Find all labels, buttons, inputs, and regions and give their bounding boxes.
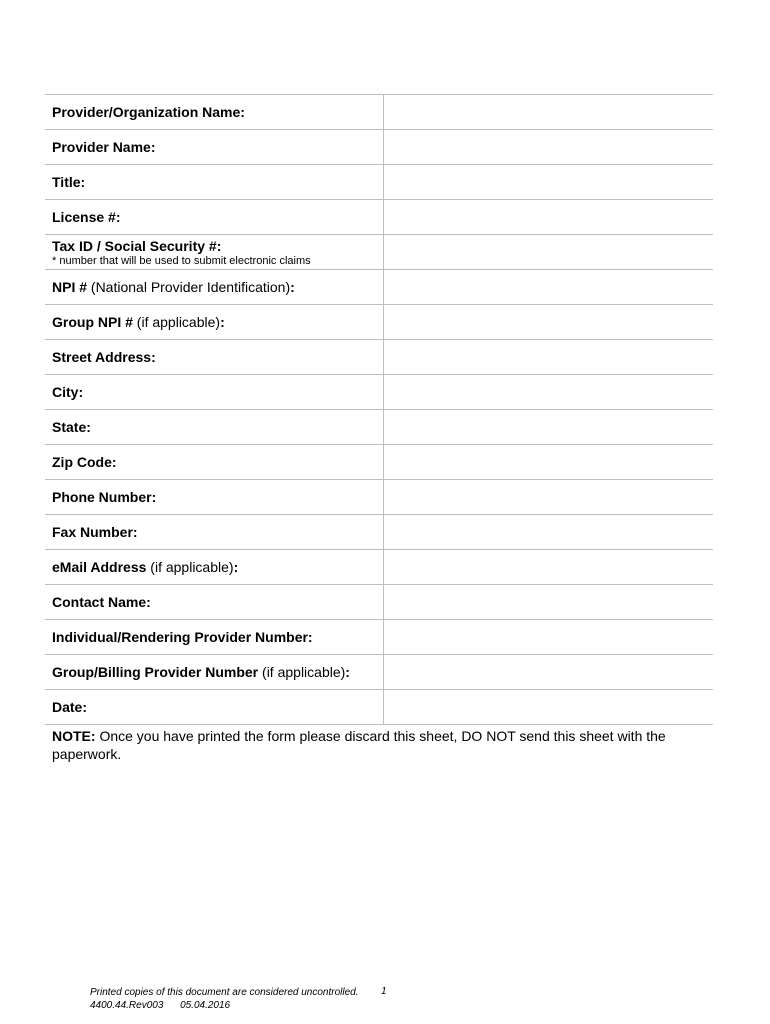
label-rendering-provider-number: Individual/Rendering Provider Number: — [52, 629, 313, 645]
title-field[interactable] — [384, 165, 713, 199]
label-billing-provider-desc: (if applicable) — [258, 664, 346, 680]
label-group-npi-desc: (if applicable) — [132, 314, 221, 330]
form-row-date — [45, 690, 713, 725]
label-billing-provider-number: Group/Billing Provider Number — [52, 664, 259, 680]
form-row-npi: NPI # (National Provider Identification): — [45, 270, 713, 305]
label-state: State: — [52, 419, 91, 435]
label-fax-number: Fax Number: — [52, 524, 138, 540]
form-row-phone-number — [45, 480, 713, 515]
form-row-fax-number — [45, 515, 713, 550]
city-field[interactable] — [384, 375, 713, 409]
label-zip-code: Zip Code: — [52, 454, 117, 470]
state-field[interactable] — [384, 410, 713, 444]
tax-id-hint: * number that will be used to submit electronic claims — [52, 255, 311, 267]
page-number: 1 — [381, 986, 387, 997]
tax-id-field[interactable] — [384, 235, 713, 269]
phone-number-field[interactable] — [384, 480, 713, 514]
form-row-billing-provider-number: Group/Billing Provider Number (if applicable): — [45, 655, 713, 690]
label-phone-number: Phone Number: — [52, 489, 157, 505]
label-email: eMail Address — [52, 559, 147, 575]
label-email-desc: (if applicable) — [146, 559, 234, 575]
form-row-provider-name — [45, 130, 713, 165]
label-group-npi: Group NPI # — [52, 314, 133, 330]
npi-field[interactable] — [384, 270, 713, 304]
fax-number-field[interactable] — [384, 515, 713, 549]
footer-uncontrolled-notice: Printed copies of this document are considered uncontrolled. — [90, 987, 359, 998]
contact-name-field[interactable] — [384, 585, 713, 619]
form-row-rendering-provider-number — [45, 620, 713, 655]
provider-name-field[interactable] — [384, 130, 713, 164]
form-row-zip-code — [45, 445, 713, 480]
form-row-tax-id — [45, 235, 713, 270]
label-date: Date: — [52, 699, 88, 715]
form-row-email: eMail Address (if applicable): — [45, 550, 713, 585]
label-npi-desc: (National Provider Identification) — [87, 279, 291, 295]
form-row-organization-name — [45, 95, 713, 130]
form-row-license — [45, 200, 713, 235]
label-street-address: Street Address: — [52, 349, 156, 365]
page-footer — [90, 986, 387, 1012]
label-contact-name: Contact Name: — [52, 594, 151, 610]
label-tax-id: Tax ID / Social Security #: — [52, 238, 222, 254]
form-row-state — [45, 410, 713, 445]
label-organization-name: Provider/Organization Name: — [52, 104, 245, 120]
form-row-city — [45, 375, 713, 410]
label-title: Title: — [52, 174, 86, 190]
label-license: License #: — [52, 209, 121, 225]
form-row-title — [45, 165, 713, 200]
form-row-group-npi: Group NPI # (if applicable): — [45, 305, 713, 340]
footer-document-revision: 4400.44.Rev003 05.04.2016 — [90, 1000, 231, 1011]
date-field[interactable] — [384, 690, 713, 724]
label-npi: NPI # — [52, 279, 88, 295]
rendering-provider-number-field[interactable] — [384, 620, 713, 654]
note-text: Once you have printed the form please discard this sheet, DO NOT send this sheet with the paperwork. — [52, 728, 666, 762]
zip-code-field[interactable] — [384, 445, 713, 479]
email-field[interactable] — [384, 550, 713, 584]
provider-info-form — [45, 94, 713, 725]
discard-note — [52, 727, 702, 763]
label-provider-name: Provider Name: — [52, 139, 156, 155]
label-city: City: — [52, 384, 84, 400]
license-field[interactable] — [384, 200, 713, 234]
street-address-field[interactable] — [384, 340, 713, 374]
group-npi-field[interactable] — [384, 305, 713, 339]
organization-name-field[interactable] — [384, 95, 713, 129]
note-label: NOTE: — [52, 728, 96, 744]
form-row-contact-name — [45, 585, 713, 620]
billing-provider-number-field[interactable] — [384, 655, 713, 689]
form-row-street-address — [45, 340, 713, 375]
